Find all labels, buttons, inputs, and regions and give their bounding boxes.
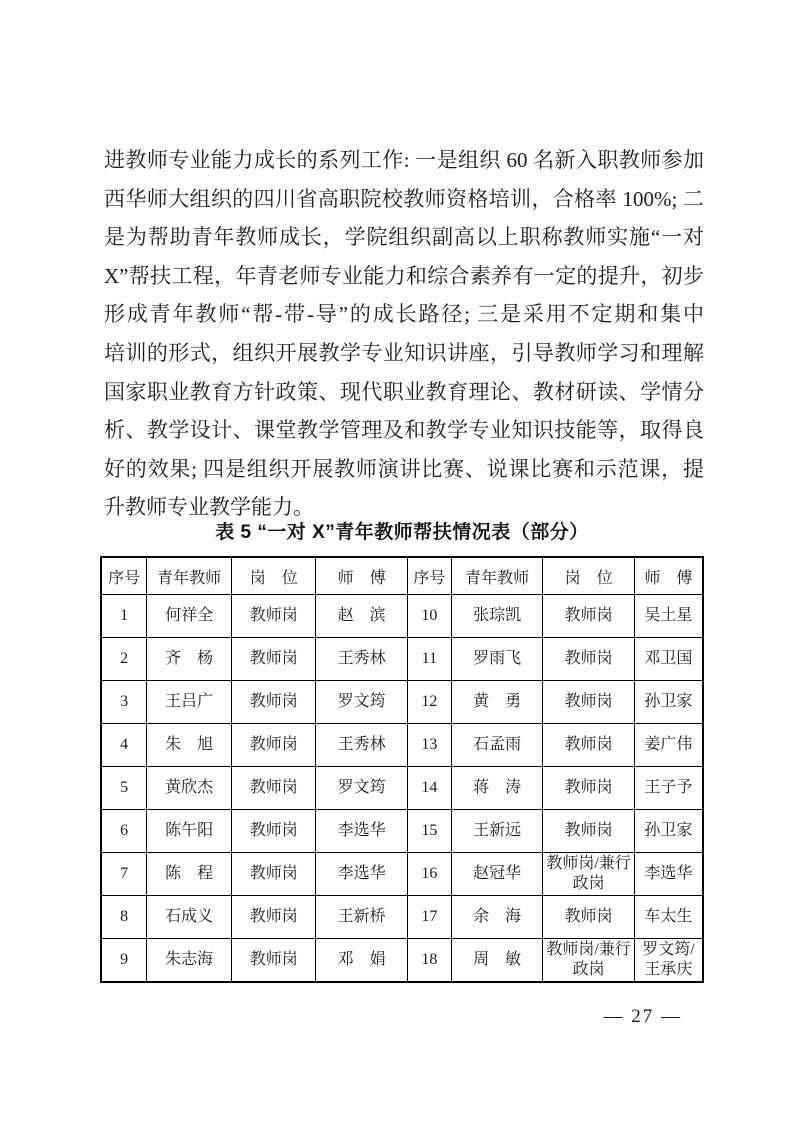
cell: 王新桥: [316, 896, 408, 939]
cell: 赵冠华: [451, 853, 543, 896]
cell: 教师岗: [232, 896, 316, 939]
cell: 教师岗: [543, 896, 635, 939]
header-cell: 师 傅: [634, 557, 703, 595]
cell: 黄欣杰: [147, 767, 232, 810]
cell: 王子予: [634, 767, 703, 810]
table-row: [101, 638, 703, 681]
header-cell: 师 傅: [316, 557, 408, 595]
cell: 孙卫家: [634, 681, 703, 724]
cell: 16: [407, 853, 451, 896]
cell: 石成义: [147, 896, 232, 939]
cell: 14: [407, 767, 451, 810]
cell: 姜广伟: [634, 724, 703, 767]
cell: 教师岗: [232, 681, 316, 724]
cell: 教师岗: [543, 681, 635, 724]
cell: 陈午阳: [147, 810, 232, 853]
table-row: [101, 853, 703, 896]
cell: 车太生: [634, 896, 703, 939]
cell: 4: [101, 724, 147, 767]
cell: 教师岗: [232, 767, 316, 810]
page-number: — 27 —: [603, 1006, 682, 1027]
cell: 邓卫国: [634, 638, 703, 681]
cell: 余 海: [451, 896, 543, 939]
cell: 教师岗: [232, 595, 316, 638]
cell: 赵 滨: [316, 595, 408, 638]
table-row: [101, 724, 703, 767]
cell: 罗文筠/王承庆: [634, 939, 703, 983]
table-title: 表 5 “一对 X”青年教师帮扶情况表（部分）: [215, 522, 589, 543]
cell: 教师岗/兼行政岗: [543, 853, 635, 896]
table-header-row: [101, 557, 703, 595]
cell: 教师岗: [543, 724, 635, 767]
paragraph-line: 析、教学设计、课堂教学管理及和教学专业知识技能等，取得良: [104, 418, 704, 443]
cell: 王秀林: [316, 724, 408, 767]
cell: 13: [407, 724, 451, 767]
cell: 9: [101, 939, 147, 983]
cell: 吴土星: [634, 595, 703, 638]
cell: 教师岗: [543, 638, 635, 681]
cell: 邓 娟: [316, 939, 408, 983]
cell: 黄 勇: [451, 681, 543, 724]
header-cell: 青年教师: [147, 557, 232, 595]
header-cell: 序号: [101, 557, 147, 595]
cell: 李选华: [316, 810, 408, 853]
cell: 教师岗: [232, 810, 316, 853]
header-cell: 青年教师: [451, 557, 543, 595]
cell: 教师岗: [232, 638, 316, 681]
mentor-help-table: [100, 556, 704, 983]
cell: 3: [101, 681, 147, 724]
header-cell: 岗 位: [543, 557, 635, 595]
table-row: [101, 681, 703, 724]
cell: 15: [407, 810, 451, 853]
table-row: [101, 595, 703, 638]
paragraph-line: 进教师专业能力成长的系列工作: 一是组织 60 名新入职教师参加: [104, 148, 704, 172]
table-row: [101, 939, 703, 983]
table-row: [101, 767, 703, 810]
cell: 王吕广: [147, 681, 232, 724]
cell: 18: [407, 939, 451, 983]
paragraph-line: 好的效果; 四是组织开展教师演讲比赛、说课比赛和示范课，提: [104, 456, 704, 481]
cell: 2: [101, 638, 147, 681]
cell: 1: [101, 595, 147, 638]
cell: 教师岗: [543, 810, 635, 853]
cell: 7: [101, 853, 147, 896]
paragraph-line: X”帮扶工程，年青老师专业能力和综合素养有一定的提升，初步: [104, 263, 704, 288]
cell: 5: [101, 767, 147, 810]
cell: 教师岗/兼行政岗: [543, 939, 635, 983]
body-paragraph: [104, 141, 704, 527]
paragraph-line: 培训的形式，组织开展教学专业知识讲座，引导教师学习和理解: [104, 340, 704, 365]
cell: 王秀林: [316, 638, 408, 681]
cell: 教师岗: [232, 939, 316, 983]
cell: 教师岗: [543, 767, 635, 810]
cell: 何祥全: [147, 595, 232, 638]
cell: 教师岗: [543, 595, 635, 638]
paragraph-line: 形成青年教师“帮-带-导”的成长路径; 三是采用不定期和集中: [104, 302, 704, 327]
cell: 陈 程: [147, 853, 232, 896]
cell: 12: [407, 681, 451, 724]
cell: 石孟雨: [451, 724, 543, 767]
paragraph-line: 国家职业教育方针政策、现代职业教育理论、教材研读、学情分: [104, 379, 704, 404]
cell: 罗文筠: [316, 681, 408, 724]
cell: 李选华: [316, 853, 408, 896]
cell: 王新远: [451, 810, 543, 853]
paragraph-line: 西华师大组织的四川省高职院校教师资格培训，合格率 100%; 二: [104, 186, 704, 211]
cell: 周 敏: [451, 939, 543, 983]
cell: 教师岗: [232, 853, 316, 896]
cell: 朱志海: [147, 939, 232, 983]
table-row: [101, 810, 703, 853]
cell: 教师岗: [232, 724, 316, 767]
cell: 10: [407, 595, 451, 638]
cell: 罗雨飞: [451, 638, 543, 681]
header-cell: 序号: [407, 557, 451, 595]
paragraph-line: 是为帮助青年教师成长，学院组织副高以上职称教师实施“一对: [104, 225, 704, 250]
header-cell: 岗 位: [232, 557, 316, 595]
paragraph-line: 升教师专业教学能力。: [104, 495, 314, 520]
cell: 11: [407, 638, 451, 681]
cell: 孙卫家: [634, 810, 703, 853]
cell: 6: [101, 810, 147, 853]
cell: 8: [101, 896, 147, 939]
cell: 罗文筠: [316, 767, 408, 810]
table-row: [101, 896, 703, 939]
cell: 17: [407, 896, 451, 939]
cell: 齐 杨: [147, 638, 232, 681]
cell: 朱 旭: [147, 724, 232, 767]
cell: 张琮凯: [451, 595, 543, 638]
cell: 蒋 涛: [451, 767, 543, 810]
cell: 李选华: [634, 853, 703, 896]
